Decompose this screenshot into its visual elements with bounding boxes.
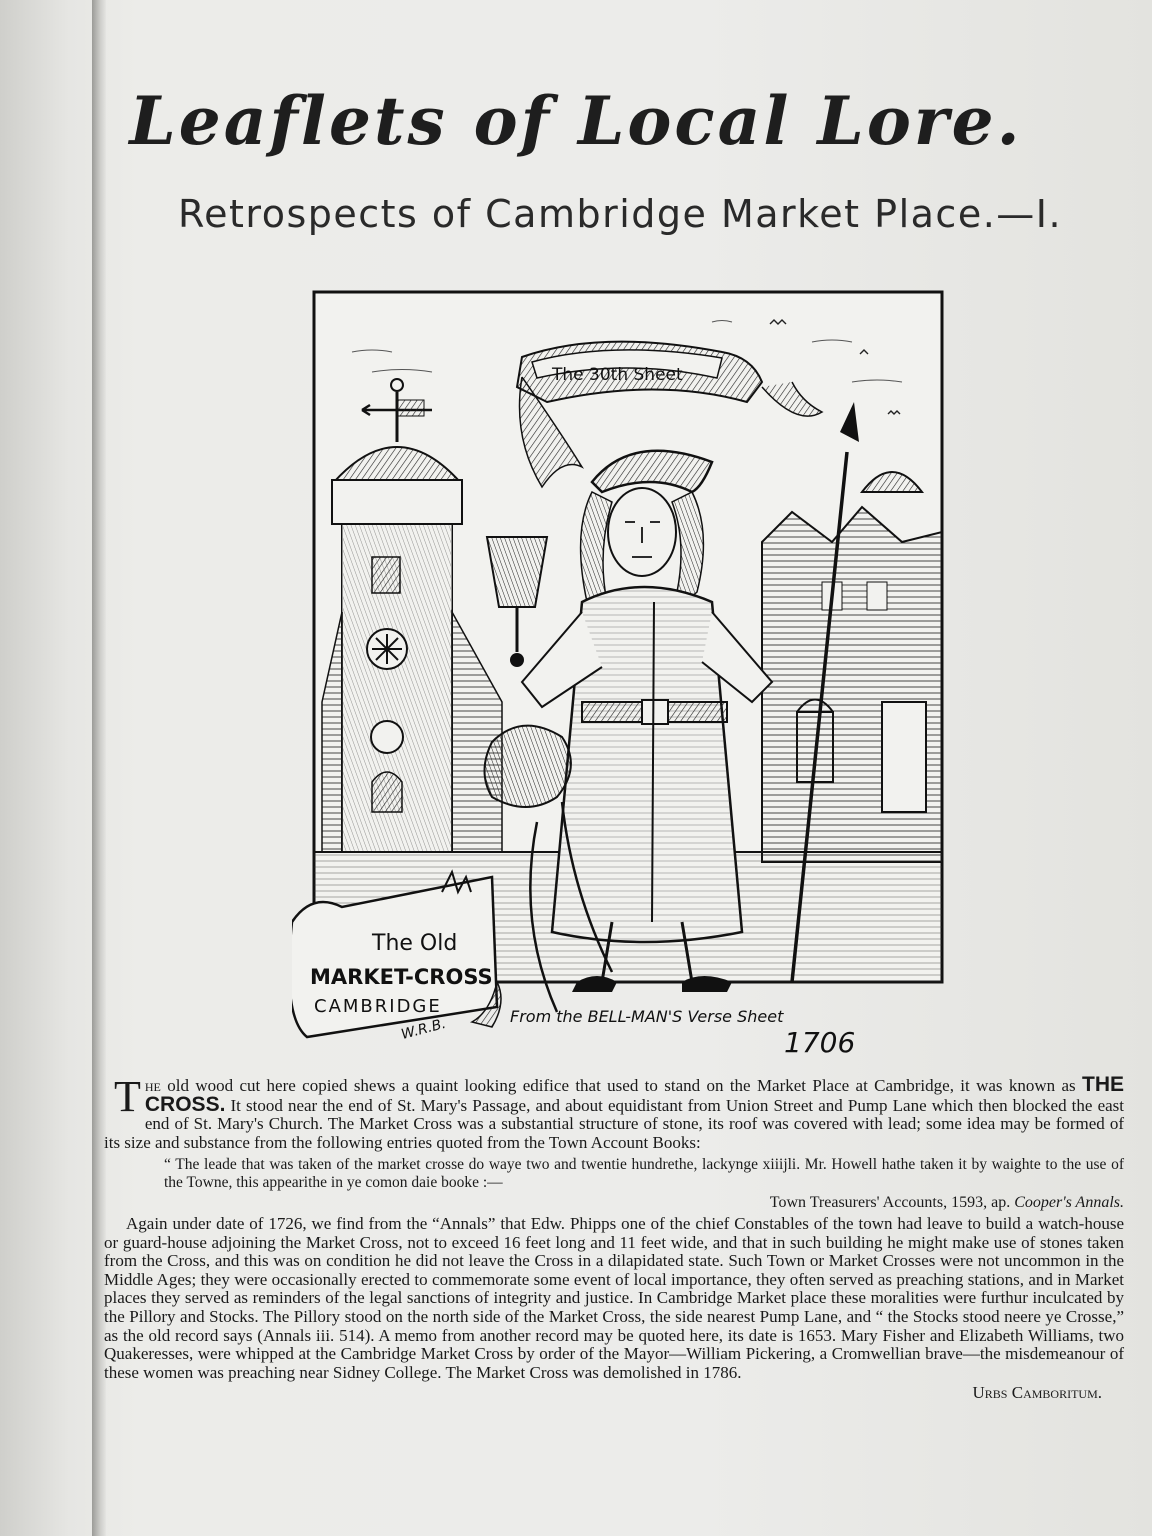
citation-text: Town Treasurers' Accounts, 1593, ap. [769,1194,1011,1212]
drop-cap: T [114,1072,141,1121]
scroll-line-market-cross: MARKET-CROSS [310,965,493,989]
page-title: Leaflets of Local Lore. [129,82,1023,160]
paragraph-1-part-b: It stood near the end of St. Mary's Passage, and about equidistant from Union Street and Pump Lane which then blocked the east end of St. Mary's Church. The Market Cross was a substantial structure of stone, its roof was covered with lead; some idea may be formed of its size and substance from the following entries quoted from the Town Account Books: [104,1095,1124,1152]
scroll-line-cambridge: CAMBRIDGE [314,996,442,1017]
article-paragraph-2: Again under date of 1726, we find from the “Annals” that Edw. Phipps one of the chief Constables of the town had leave to build a watch-house or guard-house adjoining the Market Cross, not to exceed 16 feet long and 11 feet wide, and that in such building he might make use of stones taken from the Cross, and this was on condition he did not leave the Cross in a dilapidated state. Such Town or Market Crosses were not uncommon in the Middle Ages; they were occasionally erected to commemorate some event of local importance, they often served as preaching stations, and in Market places they served as reminders of the legal sanctions of integrity and justice. In Cambridge Market place these moralities were furthur inculcated by the Pillory and Stocks. The Pillory stood on the north side of the Market Cross, the side nearest Pump Lane, and “ the Stocks stood neere ye Crosse,” as the old record says (Annals iii. 514). A memo from another record may be quoted here, its date is 1653. Mary Fisher and Elizabeth Williams, two Quakeresses, were whipped at the Cambridge Market Cross by order of the Mayor—William Pickering, a Cromwellian brave—the misdemeanour of these women was preaching near Sidney College. The Market Cross was demolished in 1786. [104,1213,1124,1382]
quoted-entry: “ The leade that was taken of the market crosse do waye two and twentie hundrethe, lackynge xiiijli. Mr. Howell hathe taken it by waighte to the use of the Towne, this appearithe in ye comon daie booke :— [164,1156,1124,1192]
woodcut-illustration [292,282,952,1062]
the-cross-emphasis: THE CROSS. [144,1073,1125,1116]
scroll-line-the-old: The Old [372,931,458,956]
article-paragraph-1 [104,1072,1125,1152]
signature: Urbs Camboritum. [972,1383,1102,1403]
illustration-caption: From the BELL-MAN'S Verse Sheet [510,1007,784,1026]
paragraph-1-part-a: old wood cut here copied shews a quaint looking edifice that used to stand on the Market Place at Cambridge, it was known as [167,1076,1076,1095]
banner-text: The 30th Sheet [552,365,683,385]
artist-initials: W.R.B. [399,1015,448,1044]
article-body [104,1072,1125,1403]
first-word: he [144,1076,161,1095]
citation [104,1194,1124,1213]
citation-source: Cooper's Annals. [1014,1194,1124,1212]
page-subtitle: Retrospects of Cambridge Market Place.—I. [177,192,1063,236]
illustration-year: 1706 [784,1026,856,1059]
